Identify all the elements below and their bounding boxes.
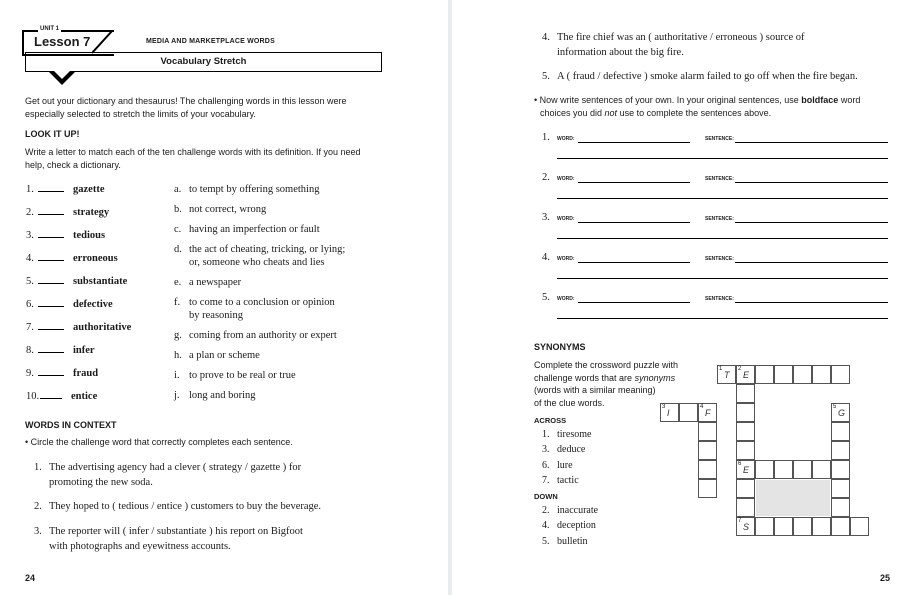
match-word: authoritative bbox=[73, 322, 132, 333]
sentence-line-2: information about the big fire. bbox=[557, 47, 684, 58]
definition-letter: e. bbox=[174, 277, 182, 288]
crossword-letter: E bbox=[743, 370, 750, 380]
crossword-clue-number: 1 bbox=[719, 366, 723, 372]
definition-row bbox=[174, 296, 335, 322]
sentence-number: 3. bbox=[34, 526, 42, 537]
definition-letter: a. bbox=[174, 184, 182, 195]
synonyms-instructions bbox=[534, 359, 678, 409]
syn-instr-4: of the clue words. bbox=[534, 397, 605, 408]
definition-line-1: to prove to be real or true bbox=[189, 370, 296, 381]
across-heading: ACROSS bbox=[534, 416, 567, 425]
answer-blank[interactable] bbox=[40, 389, 62, 399]
syn-instr-3: (words with a similar meaning) bbox=[534, 385, 656, 395]
crossword-cell[interactable] bbox=[831, 422, 850, 441]
own-sentences-instructions bbox=[534, 94, 860, 120]
sentence-line-2: with photographs and eyewitness accounts. bbox=[49, 541, 231, 552]
across-clue bbox=[542, 444, 585, 455]
definition-row bbox=[174, 389, 256, 402]
definition-text bbox=[189, 389, 256, 402]
sentence-label: SENTENCE: bbox=[705, 176, 734, 182]
sentence-number: 2. bbox=[34, 501, 42, 512]
definition-row bbox=[174, 203, 266, 216]
match-word-row bbox=[26, 389, 97, 402]
write-row-number: 2. bbox=[542, 172, 550, 183]
definition-letter: b. bbox=[174, 204, 182, 215]
match-word-number: 3. bbox=[26, 230, 34, 241]
match-word-row bbox=[26, 366, 98, 379]
match-word-number: 8. bbox=[26, 345, 34, 356]
definition-line-1: a plan or scheme bbox=[189, 350, 260, 361]
definition-line-1: not correct, wrong bbox=[189, 204, 267, 215]
crossword-clue-number: 2 bbox=[738, 366, 742, 372]
own-instr-post: word bbox=[838, 95, 861, 105]
match-word-row bbox=[26, 251, 118, 264]
definition-line-1: coming from an authority or expert bbox=[189, 330, 337, 341]
crossword-cell[interactable] bbox=[793, 517, 812, 536]
sentence-label: SENTENCE: bbox=[705, 216, 734, 222]
sentence-continuation-line[interactable] bbox=[557, 278, 888, 279]
write-row-number: 5. bbox=[542, 292, 550, 303]
answer-blank[interactable] bbox=[38, 297, 64, 307]
lookup-instructions bbox=[25, 146, 361, 172]
sentence-label: SENTENCE: bbox=[705, 256, 734, 262]
lesson-title: Lesson 7 bbox=[34, 34, 91, 49]
definition-text bbox=[189, 223, 320, 236]
crossword-letter: G bbox=[838, 408, 846, 418]
syn-instr-2-ital: synonyms bbox=[634, 372, 676, 383]
crossword-letter: T bbox=[724, 370, 730, 380]
sentence-text bbox=[557, 69, 858, 84]
intro-line-1: Get out your dictionary and thesaurus! The challenging words in this lesson were bbox=[25, 96, 347, 106]
match-word-number: 9. bbox=[26, 368, 34, 379]
context-sentence bbox=[542, 69, 858, 84]
definition-row bbox=[174, 276, 241, 289]
word-answer-line[interactable] bbox=[578, 302, 690, 303]
sentence-number: 4. bbox=[542, 32, 550, 43]
answer-blank[interactable] bbox=[38, 205, 64, 215]
crossword-cell[interactable] bbox=[831, 479, 850, 498]
unit-label: UNIT 1 bbox=[40, 26, 60, 32]
lesson-subtitle: MEDIA AND MARKETPLACE WORDS bbox=[146, 38, 275, 45]
syn-instr-1: Complete the crossword puzzle with bbox=[534, 360, 679, 370]
clue-text: deduce bbox=[557, 444, 586, 456]
sentence-answer-line[interactable] bbox=[735, 182, 888, 183]
crossword-cell[interactable] bbox=[736, 422, 755, 441]
match-word: strategy bbox=[73, 207, 110, 218]
word-label: WORD: bbox=[557, 216, 575, 222]
context-instructions: • Circle the challenge word that correctly completes each sentence. bbox=[25, 437, 293, 447]
definition-letter: d. bbox=[174, 244, 182, 255]
definition-row bbox=[174, 183, 319, 196]
clue-number: 2. bbox=[542, 505, 550, 516]
crossword-cell[interactable] bbox=[736, 498, 755, 517]
definition-row bbox=[174, 223, 320, 236]
definition-letter: j. bbox=[174, 390, 180, 401]
clue-number: 5. bbox=[542, 535, 550, 547]
lesson-box-slash bbox=[92, 30, 114, 54]
across-clue bbox=[542, 460, 573, 471]
sentence-line-1[interactable]: The reporter will ( infer / substantiate ) his report on Bigfoot bbox=[49, 526, 303, 537]
crossword-cell[interactable] bbox=[736, 441, 755, 460]
crossword-cell[interactable] bbox=[698, 460, 717, 479]
sentence-answer-line[interactable] bbox=[735, 222, 888, 223]
clue-text: bulletin bbox=[557, 535, 588, 547]
own-instr-pre: • Now write sentences of your own. In your original sentences, use bbox=[534, 95, 802, 105]
context-sentence bbox=[34, 460, 301, 490]
definition-text bbox=[189, 349, 260, 362]
answer-blank[interactable] bbox=[38, 251, 64, 261]
sentence-label: SENTENCE: bbox=[705, 136, 734, 142]
crossword-cell[interactable] bbox=[793, 460, 812, 479]
match-word-row bbox=[26, 297, 113, 310]
clue-number: 6. bbox=[542, 459, 550, 471]
banner-pointer-inner bbox=[54, 71, 70, 79]
sentence-continuation-line[interactable] bbox=[557, 318, 888, 319]
own-instr2-post: use to complete the sentences above. bbox=[617, 108, 772, 118]
definition-line-1: a newspaper bbox=[189, 277, 242, 288]
definition-row bbox=[174, 349, 260, 362]
word-label: WORD: bbox=[557, 256, 575, 262]
crossword-cell[interactable] bbox=[831, 365, 850, 384]
crossword-cell[interactable] bbox=[850, 517, 869, 536]
down-clue bbox=[542, 520, 596, 531]
word-label: WORD: bbox=[557, 176, 575, 182]
match-word-row bbox=[26, 320, 131, 333]
context-sentence bbox=[34, 499, 321, 514]
definition-line-1: long and boring bbox=[189, 390, 256, 401]
own-instr2-pre: choices you did bbox=[540, 108, 605, 118]
context-heading: WORDS IN CONTEXT bbox=[25, 420, 117, 430]
match-word-row bbox=[26, 274, 127, 287]
crossword-cell[interactable] bbox=[793, 365, 812, 384]
definition-line-1: to tempt by offering something bbox=[189, 184, 320, 195]
definition-text bbox=[189, 276, 241, 289]
definition-row bbox=[174, 369, 296, 382]
crossword-cell[interactable] bbox=[831, 517, 850, 536]
match-word: fraud bbox=[73, 368, 99, 379]
sentence-line-1[interactable]: A ( fraud / defective ) smoke alarm failed to go off when the fire began. bbox=[557, 71, 858, 82]
crossword-clue-number: 5 bbox=[833, 404, 837, 410]
match-word-number: 2. bbox=[26, 207, 34, 218]
sentence-text bbox=[49, 460, 301, 490]
definition-text bbox=[189, 296, 335, 322]
word-label: WORD: bbox=[557, 296, 575, 302]
vocabulary-stretch-banner: Vocabulary Stretch bbox=[25, 52, 382, 72]
definition-letter: g. bbox=[174, 330, 182, 341]
sentence-answer-line[interactable] bbox=[735, 262, 888, 263]
definition-line-1: having an imperfection or fault bbox=[189, 224, 320, 235]
definition-line-2: or, someone who cheats and lies bbox=[189, 257, 325, 268]
crossword-cell[interactable] bbox=[736, 479, 755, 498]
answer-blank[interactable] bbox=[38, 366, 64, 376]
clue-text: lure bbox=[557, 459, 573, 471]
clue-text: tiresome bbox=[557, 429, 592, 440]
match-word-row bbox=[26, 182, 104, 195]
sentence-label: SENTENCE: bbox=[705, 296, 734, 302]
clue-number: 4. bbox=[542, 520, 550, 532]
match-word: entice bbox=[71, 391, 98, 402]
lookup-instr-2: help, check a dictionary. bbox=[25, 160, 121, 170]
crossword-cell[interactable] bbox=[774, 460, 793, 479]
sentence-text bbox=[557, 30, 805, 60]
definition-text bbox=[189, 203, 266, 216]
definition-text bbox=[189, 243, 345, 269]
crossword-letter: I bbox=[667, 408, 670, 418]
word-label: WORD: bbox=[557, 136, 575, 142]
match-word-row bbox=[26, 228, 105, 241]
intro-text bbox=[25, 95, 347, 121]
word-answer-line[interactable] bbox=[578, 222, 690, 223]
match-word-row bbox=[26, 343, 95, 356]
sentence-line-1[interactable]: They hoped to ( tedious / entice ) customers to buy the beverage. bbox=[49, 501, 322, 512]
word-answer-line[interactable] bbox=[578, 142, 690, 143]
own-instr2-ital: not bbox=[604, 108, 618, 118]
definition-text bbox=[189, 329, 337, 342]
match-word-number: 1. bbox=[26, 184, 34, 195]
across-clue bbox=[542, 429, 591, 440]
crossword-cell[interactable] bbox=[755, 517, 774, 536]
synonyms-heading: SYNONYMS bbox=[534, 342, 586, 352]
sentence-text bbox=[49, 499, 321, 514]
crossword-cell[interactable] bbox=[831, 441, 850, 460]
crossword-cell[interactable] bbox=[755, 365, 774, 384]
sentence-number: 5. bbox=[542, 71, 550, 82]
clue-text: tactic bbox=[557, 474, 579, 486]
clue-number: 7. bbox=[542, 474, 550, 486]
crossword-cell[interactable] bbox=[812, 460, 831, 479]
crossword-cell[interactable] bbox=[755, 460, 774, 479]
answer-blank[interactable] bbox=[38, 182, 64, 192]
match-word-number: 6. bbox=[26, 299, 34, 310]
match-word: gazette bbox=[73, 184, 105, 195]
sentence-answer-line[interactable] bbox=[735, 142, 888, 143]
page-number-right: 25 bbox=[880, 573, 891, 583]
crossword-cell[interactable] bbox=[698, 479, 717, 498]
crossword-letter: F bbox=[705, 408, 711, 418]
sentence-line-2: promoting the new soda. bbox=[49, 477, 153, 488]
answer-blank[interactable] bbox=[38, 274, 64, 284]
definition-text bbox=[189, 183, 319, 196]
clue-text: deception bbox=[557, 520, 596, 532]
crossword-shaded-block bbox=[756, 480, 830, 516]
crossword-cell[interactable] bbox=[698, 422, 717, 441]
context-sentence bbox=[542, 30, 805, 60]
match-word: erroneous bbox=[73, 253, 118, 264]
crossword-letter: S bbox=[743, 522, 750, 532]
definition-line-1: the act of cheating, tricking, or lying; bbox=[189, 244, 346, 255]
down-clue bbox=[542, 536, 588, 547]
match-word: infer bbox=[73, 345, 95, 356]
definition-row bbox=[174, 329, 337, 342]
crossword-cell[interactable] bbox=[736, 403, 755, 422]
crossword-clue-number: 3 bbox=[662, 404, 666, 410]
definition-line-1: to come to a conclusion or opinion bbox=[189, 297, 335, 308]
match-word-number: 5. bbox=[26, 276, 34, 287]
crossword-cell[interactable] bbox=[736, 384, 755, 403]
definition-letter: c. bbox=[174, 224, 182, 235]
word-answer-line[interactable] bbox=[578, 182, 690, 183]
definition-text bbox=[189, 369, 296, 382]
definition-letter: i. bbox=[174, 370, 180, 381]
match-word-row bbox=[26, 205, 109, 218]
write-row-number: 1. bbox=[542, 132, 550, 143]
crossword-cell[interactable] bbox=[698, 441, 717, 460]
sentence-continuation-line[interactable] bbox=[557, 198, 888, 199]
clue-number: 3. bbox=[542, 444, 550, 456]
write-row-number: 4. bbox=[542, 252, 550, 263]
crossword-cell[interactable] bbox=[812, 365, 831, 384]
crossword-cell[interactable] bbox=[774, 517, 793, 536]
match-word-number: 7. bbox=[26, 322, 34, 333]
right-page bbox=[452, 0, 918, 595]
sentence-text bbox=[49, 524, 303, 554]
match-word-number: 4. bbox=[26, 253, 34, 264]
crossword-cell[interactable] bbox=[774, 365, 793, 384]
sentence-number: 1. bbox=[34, 462, 42, 473]
lookup-instr-1: Write a letter to match each of the ten challenge words with its definition. If you need bbox=[25, 147, 361, 157]
crossword-clue-number: 4 bbox=[700, 404, 704, 410]
down-clue bbox=[542, 505, 598, 516]
definition-letter: h. bbox=[174, 350, 182, 361]
crossword-cell[interactable] bbox=[831, 498, 850, 517]
match-word: tedious bbox=[73, 230, 106, 241]
sentence-answer-line[interactable] bbox=[735, 302, 888, 303]
match-word-number: 10. bbox=[26, 391, 40, 402]
sentence-line-1[interactable]: The advertising agency had a clever ( strategy / gazette ) for bbox=[49, 462, 302, 473]
sentence-continuation-line[interactable] bbox=[557, 158, 888, 159]
context-sentence bbox=[34, 524, 303, 554]
left-page bbox=[0, 0, 448, 595]
crossword-cell[interactable] bbox=[831, 460, 850, 479]
own-instr-bold: boldface bbox=[801, 95, 839, 105]
syn-instr-2-pre: challenge words that are bbox=[534, 372, 635, 383]
match-word: defective bbox=[73, 299, 113, 310]
down-heading: DOWN bbox=[534, 492, 558, 501]
crossword-clue-number: 7 bbox=[738, 518, 742, 524]
definition-letter: f. bbox=[174, 297, 181, 308]
clue-text: inaccurate bbox=[557, 505, 599, 516]
across-clue bbox=[542, 475, 579, 486]
intro-line-2: especially selected to stretch the limits of your vocabulary. bbox=[25, 109, 256, 119]
clue-number: 1. bbox=[542, 429, 550, 440]
answer-blank[interactable] bbox=[38, 320, 64, 330]
crossword-letter: E bbox=[743, 465, 750, 475]
crossword-clue-number: 6 bbox=[738, 461, 742, 467]
sentence-line-1[interactable]: The fire chief was an ( authoritative / erroneous ) source of bbox=[557, 32, 805, 43]
sentence-continuation-line[interactable] bbox=[557, 238, 888, 239]
answer-blank[interactable] bbox=[38, 343, 64, 353]
crossword-cell[interactable] bbox=[679, 403, 698, 422]
lookup-heading: LOOK IT UP! bbox=[25, 129, 80, 139]
word-answer-line[interactable] bbox=[578, 262, 690, 263]
crossword-cell[interactable] bbox=[812, 517, 831, 536]
match-word: substantiate bbox=[73, 276, 128, 287]
write-row-number: 3. bbox=[542, 212, 550, 223]
page-number-left: 24 bbox=[25, 573, 36, 583]
answer-blank[interactable] bbox=[38, 228, 64, 238]
definition-row bbox=[174, 243, 345, 269]
definition-line-2: by reasoning bbox=[189, 310, 243, 321]
